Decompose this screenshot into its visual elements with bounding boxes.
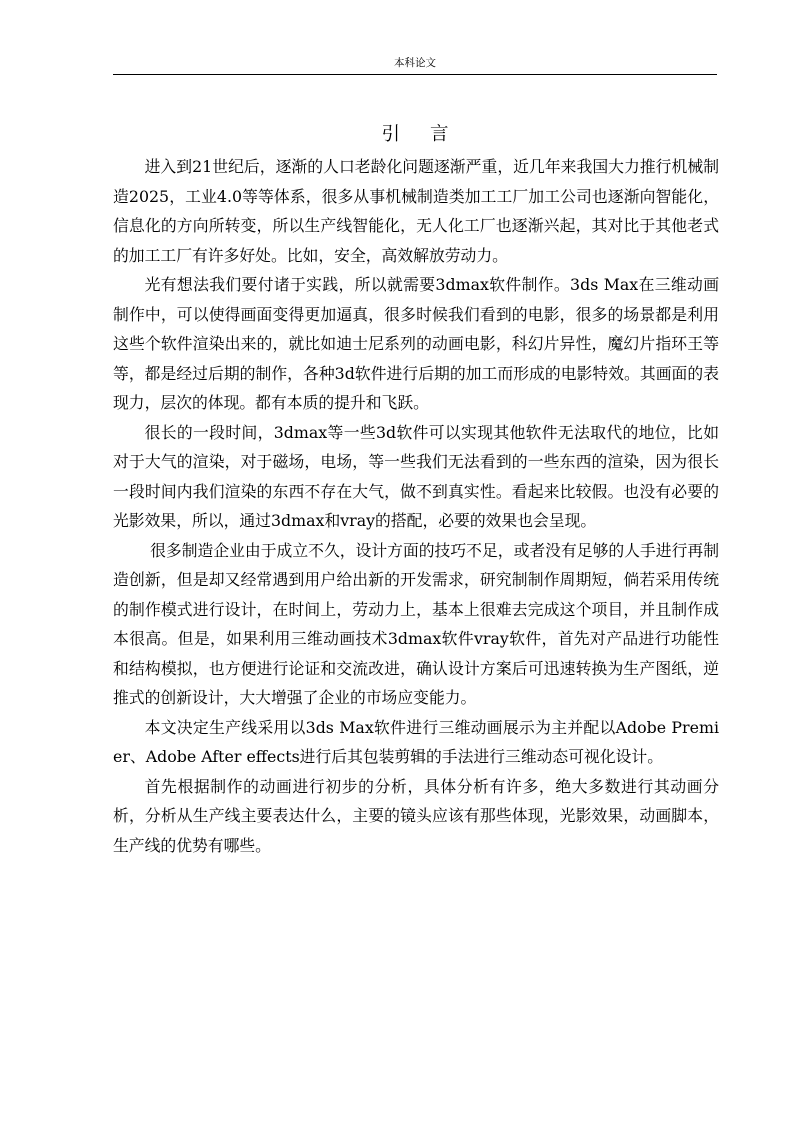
title-char-1: 引 xyxy=(381,124,400,145)
paragraph-2: 光有想法我们要付诸于实践，所以就需要3dmax软件制作。3ds Max在三维动画制作中，可以使得画面变得更加逼真，很多时候我们看到的电影，很多的场景都是利用这些个软件渲染出来的，就比如迪士尼系列的动画电影，科幻片异性，魔幻片指环王等等，都是经过后期的制作，各种3d软件进行后期的加工而形成的电影特效。其画面的表现力，层次的体现。都有本质的提升和飞跃。 xyxy=(113,275,719,412)
section-title xyxy=(113,122,717,148)
paragraph-5: 本文决定生产线采用以3ds Max软件进行三维动画展示为主并配以Adobe Premier、Adobe After effects进行后其包装剪辑的手法进行三维动态可视化设计。 xyxy=(113,717,719,766)
paragraph-4: 很多制造企业由于成立不久，设计方面的技巧不足，或者没有足够的人手进行再制造创新，但是却又经常遇到用户给出新的开发需求，研究制制作周期短，倘若采用传统的制作模式进行设计，在时间上，劳动力上，基本上很难去完成这个项目，并且制作成本很高。但是，如果利用三维动画技术3dmax软件vray软件，首先对产品进行功能性和结构模拟，也方便进行论证和交流改进，确认设计方案后可迅速转换为生产图纸，逆推式的创新设计，大大增强了企业的市场应变能力。 xyxy=(113,540,719,707)
paragraph-1: 进入到21世纪后，逐渐的人口老龄化问题逐渐严重，近几年来我国大力推行机械制造2025，工业4.0等等体系，很多从事机械制造类加工工厂加工公司也逐渐向智能化，信息化的方向所转变，所以生产线智能化，无人化工厂也逐渐兴起，其对比于其他老式的加工工厂有许多好处。比如，安全，高效解放劳动力。 xyxy=(113,157,719,265)
document-body xyxy=(113,152,719,860)
paragraph-6: 首先根据制作的动画进行初步的分析，具体分析有许多，绝大多数进行其动画分析，分析从生产线主要表达什么，主要的镜头应该有那些体现，光影效果，动画脚本，生产线的优势有哪些。 xyxy=(113,776,719,855)
title-char-2: 言 xyxy=(430,124,449,145)
paragraph-3: 很长的一段时间，3dmax等一些3d软件可以实现其他软件无法取代的地位，比如对于大气的渲染，对于磁场，电场，等一些我们无法看到的一些东西的渲染，因为很长一段时间内我们渲染的东西不存在大气，做不到真实性。看起来比较假。也没有必要的光影效果，所以，通过3dmax和vray的搭配，必要的效果也会呈现。 xyxy=(113,422,719,530)
page-header: 本科论文 xyxy=(113,56,717,75)
